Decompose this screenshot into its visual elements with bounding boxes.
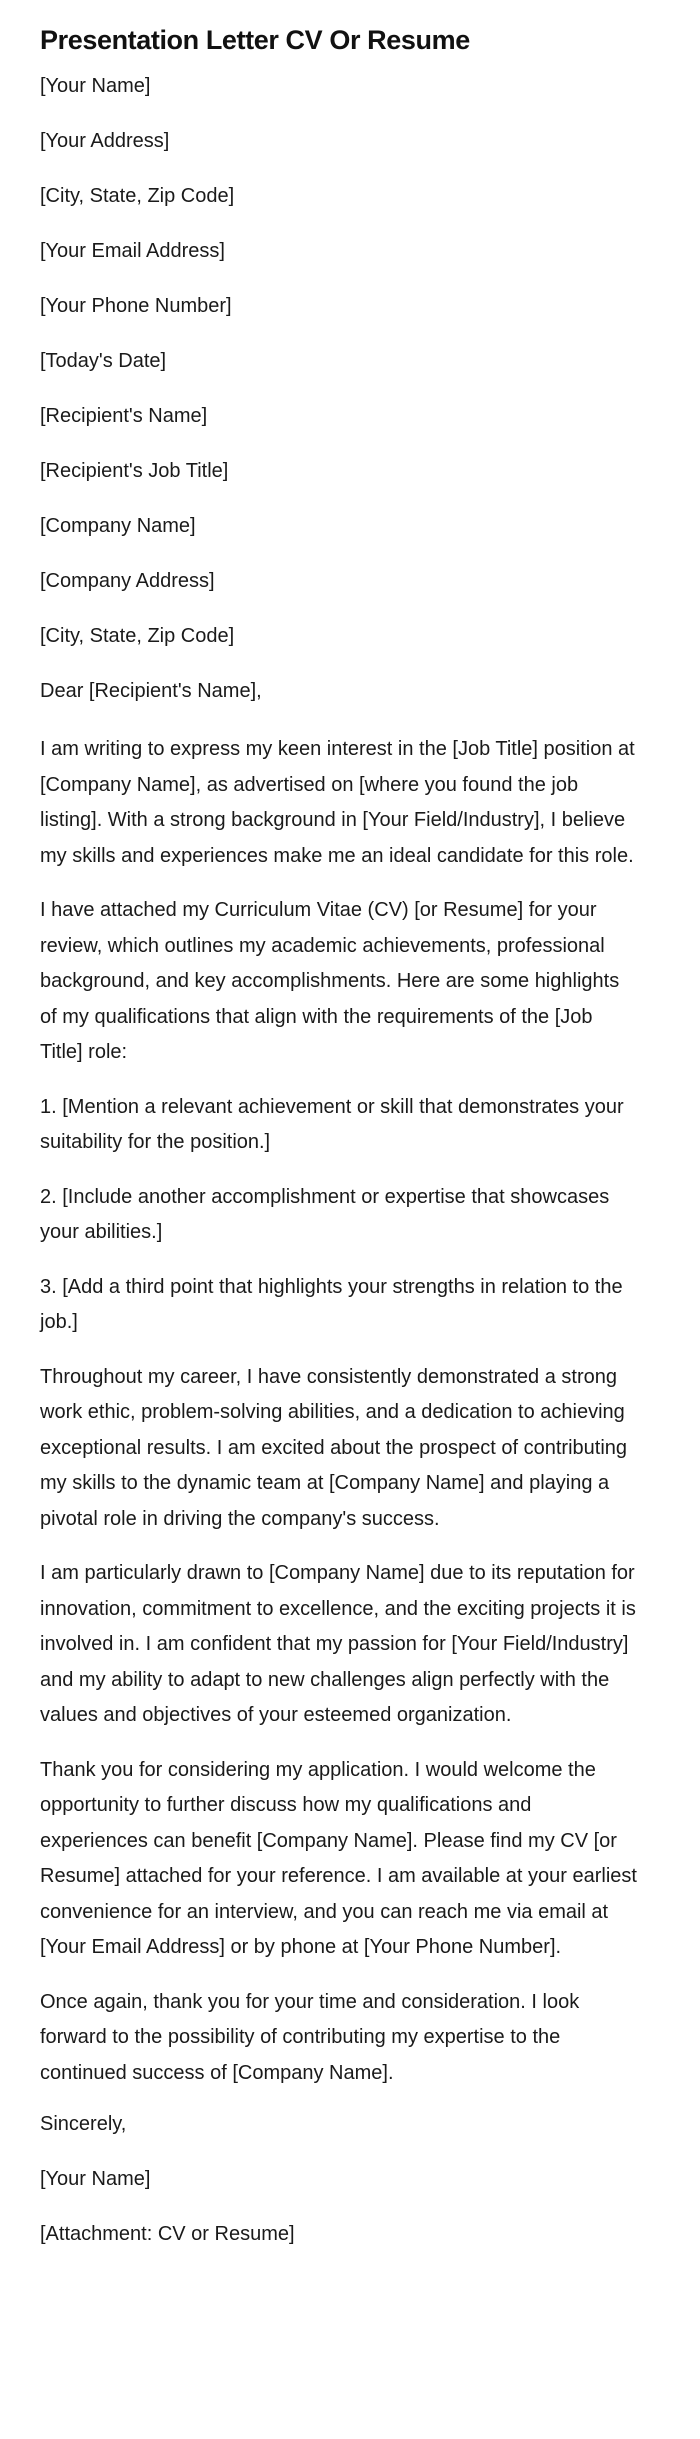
body-paragraph-thanks: Thank you for considering my application. I would welcome the opportunity to further discuss how my qualifications and experiences can benefit [Company Name]. Please find my CV [or Resume] attached for your reference. I am available at your earliest convenience for an interview, and you can reach me via email at [Your Email Address] or by phone at [Your Phone Number]. bbox=[40, 1758, 637, 1958]
recipient-job-title: [Recipient's Job Title] bbox=[40, 460, 229, 482]
sender-address: [Your Address] bbox=[40, 130, 170, 152]
body-paragraph-closing: Once again, thank you for your time and consideration. I look forward to the possibility of contributing my expertise to the continued success of [Company Name]. bbox=[40, 1990, 580, 2084]
body-paragraph-cv: I have attached my Curriculum Vitae (CV) [or Resume] for your review, which outlines my academic achievements, professional background, and key accomplishments. Here are some highlights of my qualifications that align with the requirements of the [Job Title] role: bbox=[40, 899, 620, 1063]
body-paragraph-career: Throughout my career, I have consistently demonstrated a strong work ethic, problem-solving abilities, and a dedication to achieving exceptional results. I am excited about the prospect of contributing my skills to the dynamic team at [Company Name] and playing a pivotal role in driving the company's success. bbox=[40, 1365, 628, 1530]
recipient-name: [Recipient's Name] bbox=[40, 405, 208, 427]
document-title: Presentation Letter CV Or Resume bbox=[40, 25, 470, 55]
highlight-item-2: 2. [Include another accomplishment or expertise that showcases your abilities.] bbox=[40, 1185, 610, 1243]
salutation: Dear [Recipient's Name], bbox=[40, 680, 262, 702]
sender-email: [Your Email Address] bbox=[40, 240, 225, 262]
letter-date: [Today's Date] bbox=[40, 350, 167, 372]
recipient-company-address: [Company Address] bbox=[40, 570, 215, 592]
body-paragraph-motivation: I am particularly drawn to [Company Name] due to its reputation for innovation, commitment to excellence, and the exciting projects it is involved in. I am confident that my passion for [Your Field/Industry] and my ability to adapt to new challenges align perfectly with the values and objectives of your esteemed organization. bbox=[40, 1562, 636, 1726]
recipient-company: [Company Name] bbox=[40, 515, 196, 537]
recipient-block bbox=[40, 402, 660, 650]
highlight-item-1: 1. [Mention a relevant achievement or skill that demonstrates your suitability for the position.] bbox=[40, 1095, 624, 1153]
letter-body bbox=[40, 732, 660, 2091]
sender-block bbox=[40, 72, 660, 320]
closing: Sincerely, bbox=[40, 2113, 127, 2135]
signature-name: [Your Name] bbox=[40, 2168, 151, 2190]
sender-city-state-zip: [City, State, Zip Code] bbox=[40, 185, 235, 207]
attachment-note: [Attachment: CV or Resume] bbox=[40, 2223, 295, 2245]
sender-name: [Your Name] bbox=[40, 75, 151, 97]
highlight-item-3: 3. [Add a third point that highlights your strengths in relation to the job.] bbox=[40, 1275, 623, 1333]
body-paragraph-intro: I am writing to express my keen interest in the [Job Title] position at [Company Name], as advertised on [where you found the job listing]. With a strong background in [Your Field/Industry], I believe my skills and experiences make me an ideal candidate for this role. bbox=[40, 738, 635, 867]
sender-phone: [Your Phone Number] bbox=[40, 295, 232, 317]
recipient-city-state-zip: [City, State, Zip Code] bbox=[40, 625, 235, 647]
